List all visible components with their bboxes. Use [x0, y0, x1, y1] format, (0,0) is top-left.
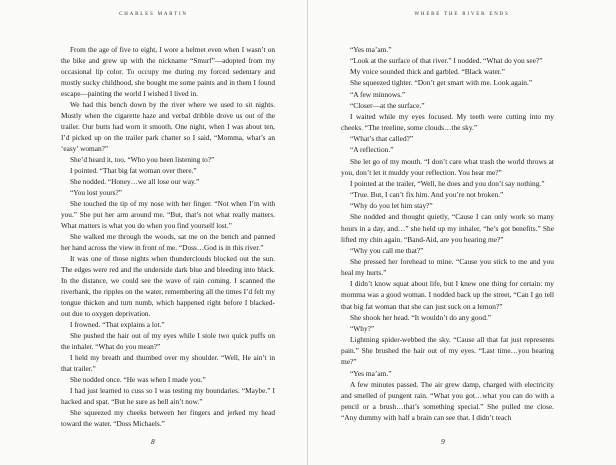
paragraph: “Yes ma’am.” — [350, 368, 392, 378]
paragraph: “You lost yours?” — [70, 188, 122, 197]
paragraph: From the age of five to eight, I wore a helmet even when I wasn’t on the bike and grew up with the nickname “Smurf”—adopted from my occasional lip color. To occupy me during my forced sedentary and mostly sucky childhood, she bought me some paints and in them I found escape—painting the world I wished I lived in. — [61, 45, 275, 98]
paragraph: I didn’t know squat about life, but I knew one thing for certain: my momma was a good woman. I nodded back up the street, “Can I go tell that big fat woman that she can just suck on a lemon?” — [341, 279, 554, 311]
paragraph: “Why you call me that?” — [350, 245, 424, 255]
paragraph: She squeezed my cheeks between her fingers and jerked my head toward the water. “Doss Michaels.” — [61, 408, 275, 428]
right-page — [308, 0, 616, 465]
paragraph: “A reflection.” — [350, 145, 394, 155]
left-page-body — [61, 44, 275, 429]
paragraph: She nodded. “Honey…we all lose our way.” — [70, 177, 200, 186]
paragraph: I held my breath and thumbed over my shoulder. “Well, He ain’t in that trailer.” — [61, 353, 275, 373]
page-number: 9 — [441, 437, 445, 446]
paragraph: I pointed. “That big fat woman over there.” — [70, 166, 197, 175]
paragraph: She nodded and thought quietly, “Cause I can only work so many hours in a day, and…” she held up my inhaler, “he’s got benefits.” She lifted my chin again. “Band-Aid, are you hearing me?” — [341, 212, 554, 244]
paragraph: “Closer—at the surface.” — [350, 100, 425, 110]
paragraph: “Why?” — [350, 323, 375, 333]
paragraph: I frowned. “That explains a lot.” — [70, 320, 165, 329]
paragraph: She shook her head. “It wouldn’t do any good.” — [350, 312, 492, 322]
paragraph: We had this bench down by the river where we used to sit nights. Mostly when the cigarette haze and verbal dribble drove us out of the trailer. Our butts had worn it smooth. One night, when I was about ten, I’d picked up on the trailer park chatter so I said, “Momma, what’s an ‘easy’ woman?” — [61, 100, 275, 153]
right-page-body — [341, 44, 554, 423]
running-header-title: WHERE THE RIVER ENDS — [414, 12, 510, 17]
paragraph: She squeezed tighter. “Don’t get smart with me. Look again.” — [350, 78, 533, 88]
paragraph: “Look at the surface of that river.” I nodded. “What do you see?” — [350, 56, 543, 66]
page-number: 8 — [151, 437, 155, 446]
paragraph: “A few minnows.” — [350, 89, 406, 99]
paragraph: She’d heard it, too. “Who you been listening to?” — [70, 155, 215, 164]
paragraph: She pressed her forehead to mine. “Cause you stick to me and you heal my hurts.” — [341, 256, 554, 278]
paragraph: She nodded once. “He was when I made you.” — [70, 375, 206, 384]
paragraph: She let go of my mouth. “I don’t care what trash the world throws at you, don’t let it muddy your reflection. You hear me?” — [341, 156, 554, 177]
paragraph: “Why do you let him stay?” — [350, 201, 433, 211]
paragraph: Lightning spider-webbed the sky. “Cause all that fat just represents pain.” She brushed the hair out of my eyes. “Last time…you hearing me?” — [341, 335, 554, 367]
paragraph: I pointed at the trailer, “Well, he does and you don’t say nothing.” — [350, 178, 545, 188]
paragraph: “Yes ma’am.” — [350, 45, 392, 54]
paragraph: My voice sounded thick and garbled. “Black water.” — [350, 67, 505, 77]
paragraph: I had just learned to cuss so I was testing my boundaries. “Maybe.” I hacked and spat. “But he sure as hell ain’t now.” — [61, 386, 275, 406]
paragraph: She pushed the hair out of my eyes while I stole two quick puffs on the inhaler. “What do you mean?” — [61, 331, 275, 351]
paragraph: She touched the tip of my nose with her finger. “Not when I’m with you.” She put her arm around me. “But, that’s not what really matters. What matters is what you do when you find yourself lost.” — [61, 199, 275, 230]
paragraph: “What’s that called?” — [350, 134, 414, 144]
running-header-author: CHARLES MARTIN — [119, 12, 188, 17]
paragraph: A few minutes passed. The air grew damp, charged with electricity and smelled of pungent rain. “What you got…what you can do with a pencil or a brush…that’s something special.” She pulled me close. “Any dummy with half a brain can see that. I didn’t teach — [341, 379, 554, 423]
paragraph: It was one of those nights when thunderclouds blocked out the sun. The edges were red and the underside dark blue and bleeding into black. In the distance, we could see the wave of rain coming. I scanned the riverbank, the ripples on the water, remembering all the times I’d felt my tongue thicken and turn numb, which happened right before I blacked-out due to oxygen deprivation. — [61, 254, 275, 318]
paragraph: I waited while my eyes focused. My teeth were cutting into my cheeks. “The treeline, some clouds…the sky.” — [341, 111, 554, 133]
paragraph: She walked me through the woods, sat me on the bench and panned her hand across the view in front of me. “Doss…God is in this river.” — [61, 232, 275, 252]
paragraph: “True. But, I can’t fix him. And you’re not broken.” — [350, 190, 504, 200]
